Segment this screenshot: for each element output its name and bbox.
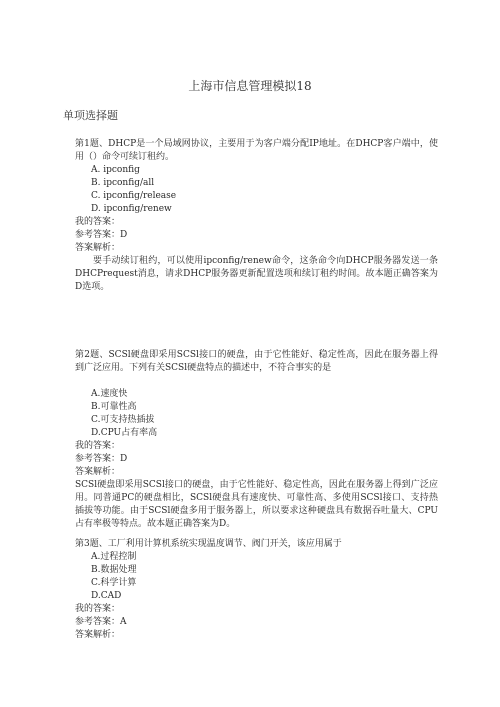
option-d: D.CPU占有率高 — [91, 428, 158, 438]
option-b: B.数据处理 — [91, 565, 137, 575]
analysis-label: 答案解析： — [75, 243, 121, 253]
question-3 — [75, 538, 438, 642]
option-b: B. ipconfig/all — [91, 178, 155, 188]
option-c: C.可支持热插拔 — [91, 415, 155, 425]
reference-answer: 参考答案：D — [75, 230, 128, 240]
option-a: A. ipconfig — [91, 165, 140, 175]
my-answer: 我的答案： — [75, 441, 121, 451]
option-d: D.CAD — [91, 591, 122, 601]
reference-answer: 参考答案：D — [75, 454, 128, 464]
analysis-text: 要手动续订租约，可以使用ipconfig/renew命令，这条命令向DHCP服务器发送一条DHCPrequest消息，请求DHCP服务器更新配置选项和续订租约时间。故本题正确答案为D选项。 — [75, 256, 438, 292]
my-answer: 我的答案： — [75, 217, 121, 227]
option-a: A.速度快 — [91, 389, 128, 399]
option-a: A.过程控制 — [91, 552, 137, 562]
my-answer: 我的答案： — [75, 604, 121, 614]
option-c: C.科学计算 — [91, 578, 137, 588]
option-b: B.可靠性高 — [91, 402, 137, 412]
question-1 — [75, 138, 438, 294]
reference-answer: 参考答案：A — [75, 617, 127, 627]
question-stem: 第3题、工厂利用计算机系统实现温度调节、阀门开关，该应用属于 — [75, 539, 342, 549]
analysis-text: SCSl硬盘即采用SCSl接口的硬盘，由于它性能好、稳定性高，因此在服务器上得到广泛应用。同普通PC的硬盘相比，SCSl硬盘具有速度快、可靠性高、多使用SCSl接口、支持热插拔等功能。由于SCSl硬盘多用于服务器上，所以要求这种硬盘具有数据吞吐量大、CPU占有率极等特点。故本题正确答案为D。 — [75, 480, 438, 529]
analysis-label: 答案解析： — [75, 467, 121, 477]
question-stem: 第2题、SCSl硬盘即采用SCSl接口的硬盘，由于它性能好、稳定性高，因此在服务器上得到广泛应用。下列有关SCSl硬盘特点的描述中，不符合事实的是 — [75, 350, 438, 373]
question-stem: 第1题、DHCP是一个局域网协议，主要用于为客户端分配IP地址。在DHCP客户端中，使用（）命令可续订租约。 — [75, 139, 438, 162]
document-title: 上海市信息管理模拟18 — [188, 79, 312, 93]
analysis-label: 答案解析： — [75, 630, 121, 640]
section-heading: 单项选择题 — [63, 109, 118, 122]
option-d: D. ipconfig/renew — [91, 204, 172, 214]
option-c: C. ipconfig/release — [91, 191, 177, 201]
question-2 — [75, 349, 438, 531]
